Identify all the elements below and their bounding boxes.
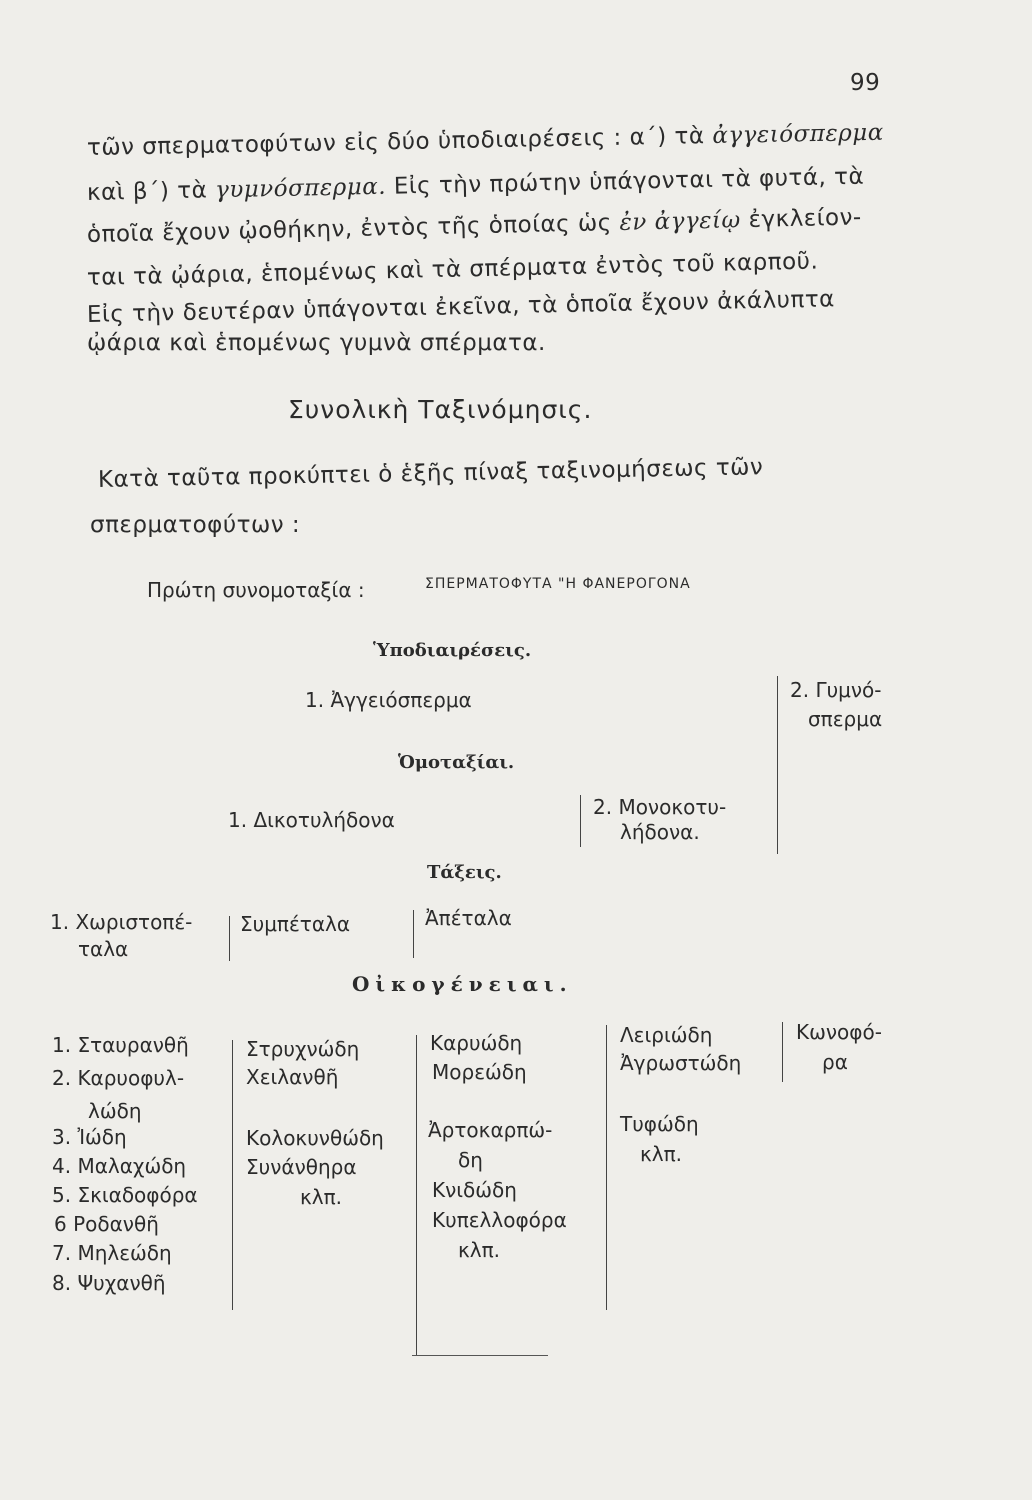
family-entry: 1. Σταυρανθῆ: [52, 1033, 189, 1057]
family-entry: δη: [458, 1148, 483, 1172]
class-2-line-2: λήδονα.: [620, 820, 700, 844]
family-entry: Τυφώδη: [620, 1112, 699, 1136]
order-2: Συμπέταλα: [240, 912, 351, 936]
family-entry: 3. Ἰώδη: [52, 1125, 127, 1149]
family-entry: Ἀγρωστώδη: [620, 1051, 742, 1075]
classes-heading: Ὁμοταξίαι.: [398, 752, 515, 773]
paragraph-line-3: [87, 204, 862, 248]
family-entry: 7. Μηλεώδη: [52, 1241, 172, 1265]
paragraph-text: Εἰς τὴν πρώτην ὑπάγονται τὰ φυτά, τὰ: [385, 163, 865, 200]
family-entry: Χειλανθῆ: [246, 1065, 339, 1089]
section-heading: Συνολικὴ Ταξινόμησις.: [288, 395, 593, 424]
subdivision-2-line-1: 2. Γυμνό-: [790, 678, 882, 702]
family-entry: ρα: [822, 1050, 848, 1074]
closing-rule: [412, 1355, 548, 1356]
family-entry: κλπ.: [300, 1185, 343, 1209]
family-entry: λώδη: [88, 1099, 142, 1123]
divider-order-2: [413, 910, 414, 958]
divider-monocot: [580, 795, 581, 847]
family-entry: Καρυώδη: [430, 1031, 523, 1055]
family-entry: Κυπελλοφόρα: [432, 1208, 567, 1232]
page-number: 99: [850, 70, 881, 96]
divider-family-3: [606, 1025, 607, 1310]
subdivision-2-line-2: σπερμα: [808, 707, 883, 731]
family-entry: Ἀρτοκαρπώ-: [428, 1118, 553, 1142]
class-2-line-1: 2. Μονοκοτυ-: [593, 795, 727, 819]
paragraph-text: ἐγκλείον-: [740, 204, 863, 234]
order-1-line-1: 1. Χωριστοπέ-: [50, 910, 193, 934]
family-entry: κλπ.: [458, 1238, 501, 1262]
divider-family-1: [232, 1040, 233, 1310]
paragraph-italic-term: γυμνόσπερμα.: [214, 173, 387, 204]
paragraph-line-2: [87, 164, 865, 206]
divider-order-1: [229, 916, 230, 961]
first-cohort-label: Πρώτη συνομοταξία :: [147, 578, 365, 602]
orders-heading: Τάξεις.: [427, 862, 502, 883]
family-entry: Κωνοφό-: [796, 1020, 882, 1044]
paragraph-italic-term: ἐν ἀγγείῳ: [619, 207, 742, 236]
family-entry: κλπ.: [640, 1142, 683, 1166]
paragraph-text: καὶ β΄) τὰ: [86, 177, 216, 206]
paragraph-italic-term: ἀγγειόσπερμα: [712, 119, 884, 149]
family-entry: Κολοκυνθώδη: [246, 1126, 384, 1150]
family-entry: 8. Ψυχανθῆ: [52, 1271, 166, 1295]
paragraph-text: τῶν σπερματοφύτων εἰς δύο ὑποδιαιρέσεις : α΄) τὰ: [86, 122, 713, 161]
family-entry: Στρυχνώδη: [246, 1037, 360, 1061]
divider-gymnosperm: [777, 676, 778, 854]
family-entry: Μορεώδη: [432, 1060, 527, 1084]
divider-family-2: [416, 1035, 417, 1355]
paragraph-line-5: Εἰς τὴν δευτέραν ὑπάγονται ἐκεῖνα, τὰ ὁποῖα ἔχουν ἀκάλυπτα: [86, 286, 836, 328]
family-entry: 5. Σκιαδοφόρα: [52, 1183, 198, 1207]
paragraph-line-6: ᾠάρια καὶ ἑπομένως γυμνὰ σπέρματα.: [87, 330, 546, 356]
intro-line-2: σπερματοφύτων :: [90, 512, 301, 538]
subdivision-1: 1. Ἀγγειόσπερμα: [305, 688, 472, 712]
paragraph-text: ὁποῖα ἔχουν ᾠοθήκην, ἐντὸς τῆς ὁποίας ὡς: [86, 209, 620, 248]
paragraph-line-4: ται τὰ ᾠάρια, ἑπομένως καὶ τὰ σπέρματα ἐντὸς τοῦ καρποῦ.: [86, 248, 819, 291]
family-entry: Κνιδώδη: [432, 1178, 517, 1202]
intro-line-1: Κατὰ ταῦτα προκύπτει ὁ ἑξῆς πίναξ ταξινομήσεως τῶν: [97, 454, 764, 493]
divider-family-4: [782, 1022, 783, 1082]
subdivisions-heading: Ὑποδιαιρέσεις.: [373, 640, 532, 661]
family-entry: Λειριώδη: [620, 1023, 713, 1047]
family-entry: 6 Ροδανθῆ: [54, 1212, 159, 1236]
family-entry: Συνάνθηρα: [246, 1155, 357, 1179]
paragraph-line-1: [87, 120, 884, 161]
class-1: 1. Δικοτυλήδονα: [228, 808, 395, 832]
family-entry: 2. Καρυοφυλ-: [52, 1066, 185, 1090]
order-3: Ἀπέταλα: [425, 906, 512, 930]
first-cohort-value: ΣΠΕΡΜΑΤΟΦΥΤΑ "Η ΦΑΝΕΡΟΓΟΝΑ: [425, 576, 691, 592]
families-heading: Οἰκογένειαι.: [352, 972, 573, 996]
family-entry: 4. Μαλαχώδη: [52, 1154, 187, 1178]
order-1-line-2: ταλα: [78, 937, 129, 961]
